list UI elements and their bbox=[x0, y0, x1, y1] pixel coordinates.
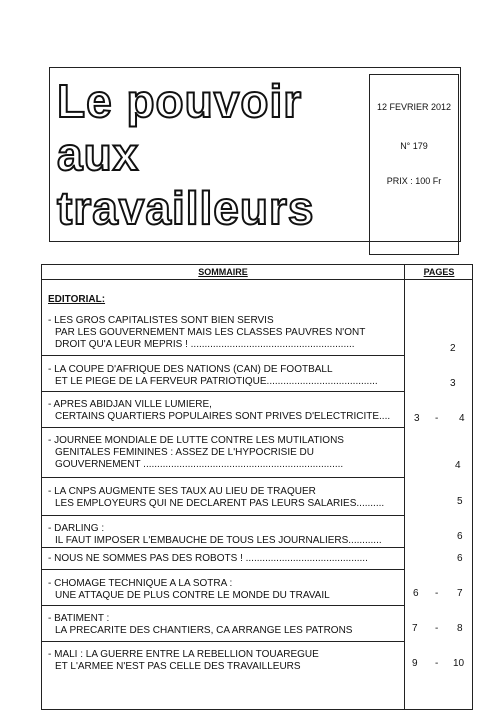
page-dash: - bbox=[435, 588, 439, 599]
entry-line: - JOURNEE MONDIALE DE LUTTE CONTRE LES MUTILATIONS bbox=[48, 435, 344, 446]
page-number: 6 bbox=[457, 531, 463, 542]
page-number: 5 bbox=[457, 496, 463, 507]
title-line-3: travailleurs bbox=[57, 182, 315, 234]
pages-heading: PAGES bbox=[423, 267, 455, 277]
issue-info-box bbox=[369, 74, 459, 255]
page-number: 2 bbox=[450, 343, 456, 354]
entry-line: LES EMPLOYEURS QUI NE DECLARENT PAS LEURS SALARIES.......... bbox=[55, 498, 385, 509]
page-end: 7 bbox=[457, 588, 463, 599]
page-end: 10 bbox=[453, 658, 465, 669]
page-start: 3 bbox=[414, 413, 420, 424]
entry-line: ET L'ARMEE N'EST PAS CELLE DES TRAVAILLEURS bbox=[55, 661, 301, 672]
toc-entry bbox=[48, 613, 402, 637]
entry-separator bbox=[42, 391, 404, 392]
entry-line: PAR LES GOUVERNEMENT MAIS LES CLASSES PAUVRES N'ONT bbox=[55, 327, 366, 338]
entry-separator bbox=[42, 605, 404, 606]
title-line-1: Le pouvoir bbox=[57, 75, 303, 127]
entry-line: - DARLING : bbox=[48, 523, 105, 534]
issue-number: N° 179 bbox=[400, 141, 428, 151]
entry-line: - APRES ABIDJAN VILLE LUMIERE, bbox=[48, 399, 212, 410]
page-number: 4 bbox=[455, 460, 461, 471]
entry-separator bbox=[42, 569, 404, 570]
entry-line: GENITALES FEMININES : ASSEZ DE L'HYPOCRISIE DU bbox=[55, 447, 315, 458]
toc-entry bbox=[48, 578, 402, 602]
toc-entry bbox=[48, 364, 402, 388]
entry-line: - LA CNPS AUGMENTE SES TAUX AU LIEU DE TRAQUER bbox=[48, 486, 316, 497]
header-divider bbox=[42, 279, 472, 280]
editorial-heading: EDITORIAL: bbox=[48, 294, 106, 305]
entry-line: DROIT QU'A LEUR MEPRIS ! ........................................................... bbox=[55, 339, 355, 350]
entry-line: - CHOMAGE TECHNIQUE A LA SOTRA : bbox=[48, 578, 233, 589]
page-end: 8 bbox=[457, 623, 463, 634]
table-of-contents bbox=[41, 264, 473, 710]
entry-separator bbox=[42, 427, 404, 428]
title-line-2: aux bbox=[57, 128, 140, 180]
page-number: 6 bbox=[457, 553, 463, 564]
issue-price: PRIX : 100 Fr bbox=[386, 176, 442, 186]
entry-line: UNE ATTAQUE DE PLUS CONTRE LE MONDE DU TRAVAIL bbox=[55, 590, 330, 601]
column-divider-edge bbox=[472, 265, 473, 709]
entry-line: CERTAINS QUARTIERS POPULAIRES SONT PRIVES D'ELECTRICITE.... bbox=[55, 411, 391, 422]
entry-separator bbox=[42, 547, 404, 548]
page-start: 7 bbox=[412, 623, 418, 634]
page-dash: - bbox=[435, 658, 439, 669]
toc-entry bbox=[48, 523, 402, 547]
entry-line: ET LE PIEGE DE LA FERVEUR PATRIOTIQUE........................................ bbox=[55, 376, 378, 387]
column-divider-pages bbox=[404, 265, 405, 709]
page-number: 3 bbox=[450, 378, 456, 389]
toc-entry bbox=[48, 553, 402, 565]
toc-entry bbox=[48, 315, 402, 351]
toc-entry bbox=[48, 399, 402, 423]
page-end: 4 bbox=[459, 413, 465, 424]
entry-line: - LES GROS CAPITALISTES SONT BIEN SERVIS bbox=[48, 315, 274, 326]
newspaper-title bbox=[50, 68, 368, 241]
issue-date: 12 FEVRIER 2012 bbox=[376, 102, 452, 112]
toc-entry bbox=[48, 486, 402, 510]
entry-line: - LA COUPE D'AFRIQUE DES NATIONS (CAN) DE FOOTBALL bbox=[48, 364, 333, 375]
sommaire-heading: SOMMAIRE bbox=[198, 267, 248, 277]
entry-separator bbox=[42, 515, 404, 516]
entry-separator bbox=[42, 477, 404, 478]
entry-line: GOUVERNEMENT ........................................................................ bbox=[55, 459, 344, 470]
entry-line: IL FAUT IMPOSER L'EMBAUCHE DE TOUS LES JOURNALIERS............ bbox=[55, 535, 382, 546]
entry-separator bbox=[42, 355, 404, 356]
entry-line: LA PRECARITE DES CHANTIERS, CA ARRANGE LES PATRONS bbox=[55, 625, 353, 636]
entry-line: - BATIMENT : bbox=[48, 613, 110, 624]
toc-entry bbox=[48, 649, 402, 673]
toc-entry bbox=[48, 435, 402, 471]
entry-separator bbox=[42, 641, 404, 642]
masthead bbox=[49, 67, 461, 242]
entry-line: - MALI : LA GUERRE ENTRE LA REBELLION TOUAREGUE bbox=[48, 649, 319, 660]
page-dash: - bbox=[435, 623, 439, 634]
page-start: 9 bbox=[412, 658, 418, 669]
page-start: 6 bbox=[413, 588, 419, 599]
entry-line: - NOUS NE SOMMES PAS DES ROBOTS ! ............................................ bbox=[48, 553, 368, 564]
page-dash: - bbox=[435, 413, 439, 424]
